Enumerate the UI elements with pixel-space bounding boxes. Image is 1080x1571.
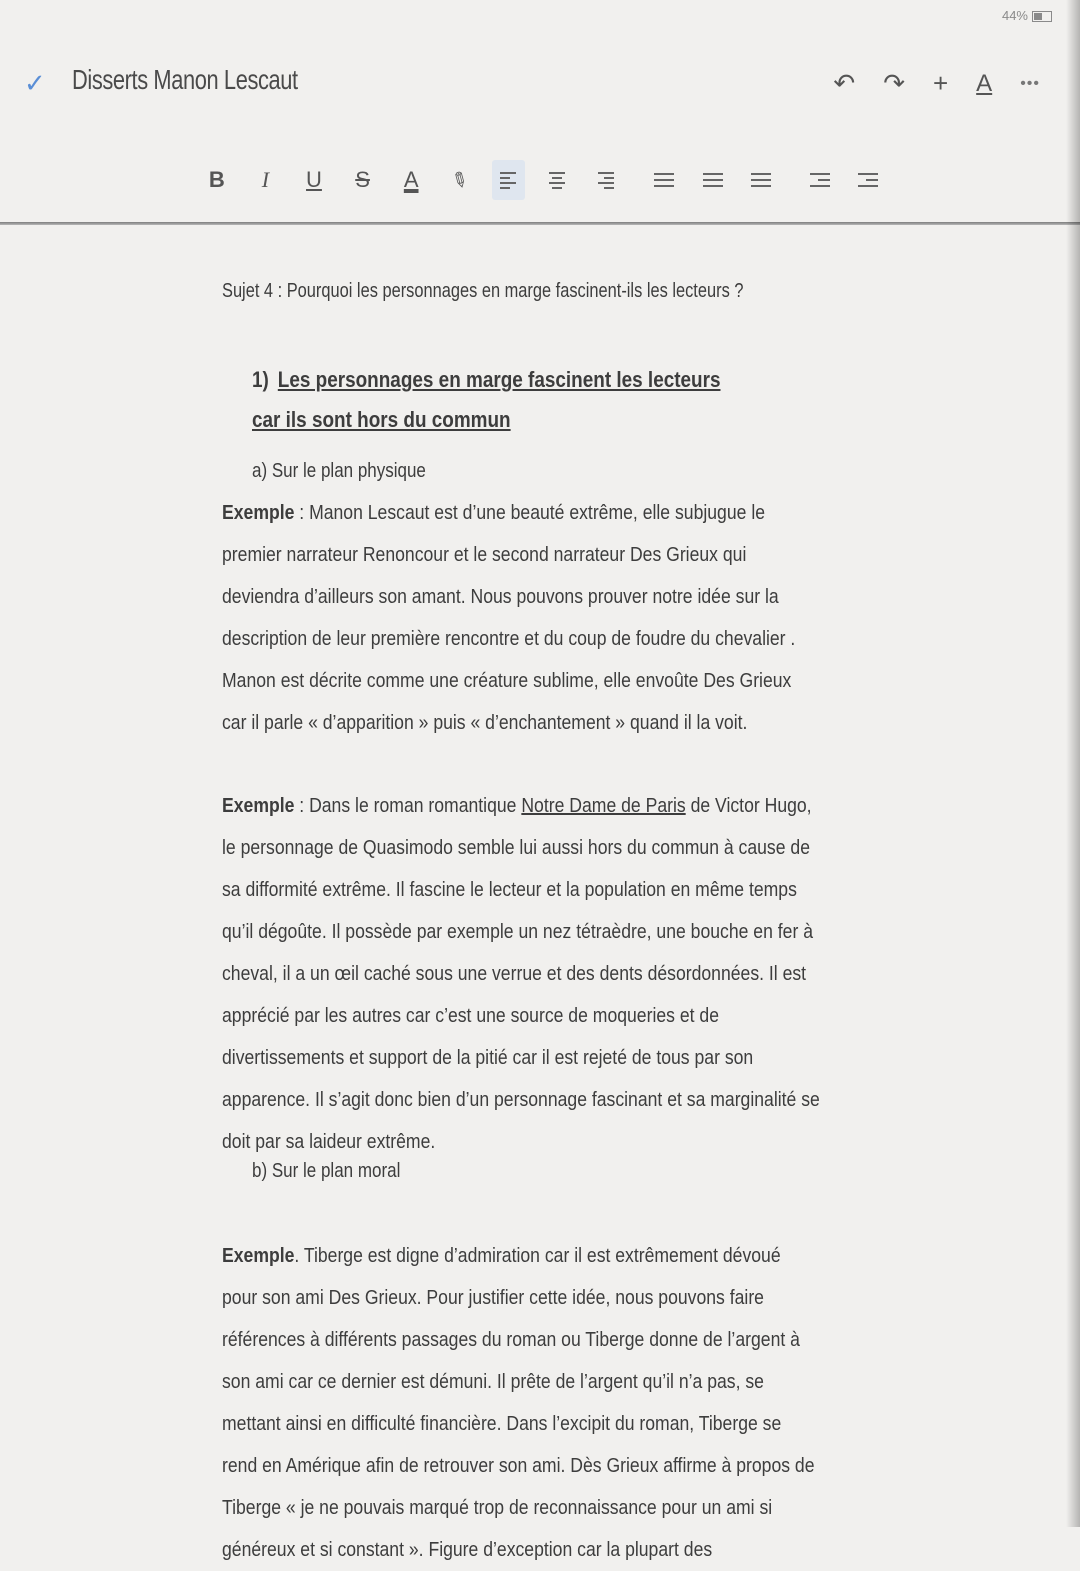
section-1-number: 1) xyxy=(252,367,269,392)
subsection-a: a) Sur le plan physique xyxy=(252,460,426,482)
example-1-text: : Manon Lescaut est d’une beauté extrême, elle subjugue le premier narrateur Renoncour et le second narrateur Des Grieux qui deviendra d’ailleurs son amant. Nous pouvons prouver notre idée sur la description de leur première rencontre et du coup de foudre du chevalier . Manon est décrite comme une créature sublime, elle envoûte Des Grieux car il parle « d’apparition » puis « d’enchantement » quand il la voit. xyxy=(222,502,796,734)
example-2-text: de Victor Hugo, le personnage de Quasimodo semble lui aussi hors du commun à cause de sa difformité extrême. Il fascine le lecteur et la population en même temps qu’il dégoûte. Il possède par exemple un nez tétraèdre, une bouche en fer à cheval, il a un œil caché sous une verrue et des dents désordonnées. Il est apprécié par les autres car c’est une source de moqueries et de divertissements et support de la pitié car il est rejeté de tous par son apparence. Il s’agit donc bien d’un personnage fascinant et sa marginalité se doit par sa laideur extrême. xyxy=(222,795,820,1153)
italic-button[interactable]: I xyxy=(261,167,270,192)
example-2-intro: : Dans le roman romantique xyxy=(294,795,522,817)
underline-button[interactable]: U xyxy=(306,167,322,192)
align-left-icon xyxy=(500,172,516,189)
strikethrough-button[interactable]: S xyxy=(355,167,370,192)
align-right-icon xyxy=(598,172,614,189)
numbered-list-button[interactable] xyxy=(744,160,778,200)
highlight-pen-icon[interactable]: ✎ xyxy=(446,166,473,195)
battery-status: 44% xyxy=(1002,8,1052,23)
example-1-paragraph xyxy=(222,492,820,744)
example-2-paragraph xyxy=(222,785,820,1163)
checklist-button[interactable] xyxy=(647,160,681,200)
align-center-button[interactable] xyxy=(540,160,574,200)
bold-button[interactable]: B xyxy=(208,167,225,192)
status-bar xyxy=(0,0,1080,30)
more-options-button[interactable]: ••• xyxy=(1020,74,1040,92)
align-left-button[interactable] xyxy=(492,160,526,200)
example-3-paragraph xyxy=(222,1235,820,1571)
subject-line: Sujet 4 : Pourquoi les personnages en marge fascinent-ils les lecteurs ? xyxy=(222,280,744,302)
section-1-heading xyxy=(252,360,734,440)
example-label: Exemple xyxy=(222,795,295,817)
example-label: Exemple xyxy=(222,502,295,524)
book-title: Notre Dame de Paris xyxy=(521,795,686,817)
header-actions xyxy=(833,68,1040,99)
numbered-list-icon xyxy=(751,173,771,187)
add-button[interactable]: + xyxy=(932,68,949,98)
increase-indent-button[interactable] xyxy=(851,160,885,200)
bullet-list-icon xyxy=(703,173,723,187)
indent-icon xyxy=(858,173,878,187)
example-3-text: . Tiberge est digne d’admiration car il est extrêmement dévoué pour son ami Des Grieux. Pour justifier cette idée, nous pouvons faire références à différents passages du roman ou Tiberge donne de l’argent à son ami car ce dernier est démuni. Il prête de l’argent qu’il n’a pas, se mettant ainsi en difficulté financière. Dans l’excipit du roman, Tiberge se rend en Amérique afin de retrouver son ami. Dès Grieux affirme à propos de Tiberge « je ne pouvais marqué trop de reconnaissance pour un ami si généreux et si constant ». Figure d’exception car la plupart des xyxy=(222,1245,815,1561)
section-1-title: Les personnages en marge fascinent les lecteurs car ils sont hors du commun xyxy=(252,367,721,432)
battery-icon xyxy=(1032,11,1052,22)
document-title[interactable]: Disserts Manon Lescaut xyxy=(72,64,298,95)
page-edge-shadow xyxy=(1066,0,1080,1527)
format-toolbar xyxy=(200,155,900,205)
align-center-icon xyxy=(549,172,565,189)
checklist-icon xyxy=(654,173,674,187)
subsection-b: b) Sur le plan moral xyxy=(252,1160,401,1182)
check-icon[interactable]: ✓ xyxy=(24,68,46,98)
text-format-button[interactable]: A xyxy=(976,69,993,97)
undo-button[interactable]: ↶ xyxy=(833,68,856,98)
toolbar-divider xyxy=(0,222,1080,225)
align-right-button[interactable] xyxy=(589,160,623,200)
text-color-button[interactable]: A xyxy=(403,167,419,192)
app-header xyxy=(0,50,1080,110)
redo-button[interactable]: ↷ xyxy=(883,68,905,98)
example-label: Exemple xyxy=(222,1245,295,1267)
outdent-icon xyxy=(810,173,830,187)
bullet-list-button[interactable] xyxy=(696,160,730,200)
decrease-indent-button[interactable] xyxy=(803,160,837,200)
